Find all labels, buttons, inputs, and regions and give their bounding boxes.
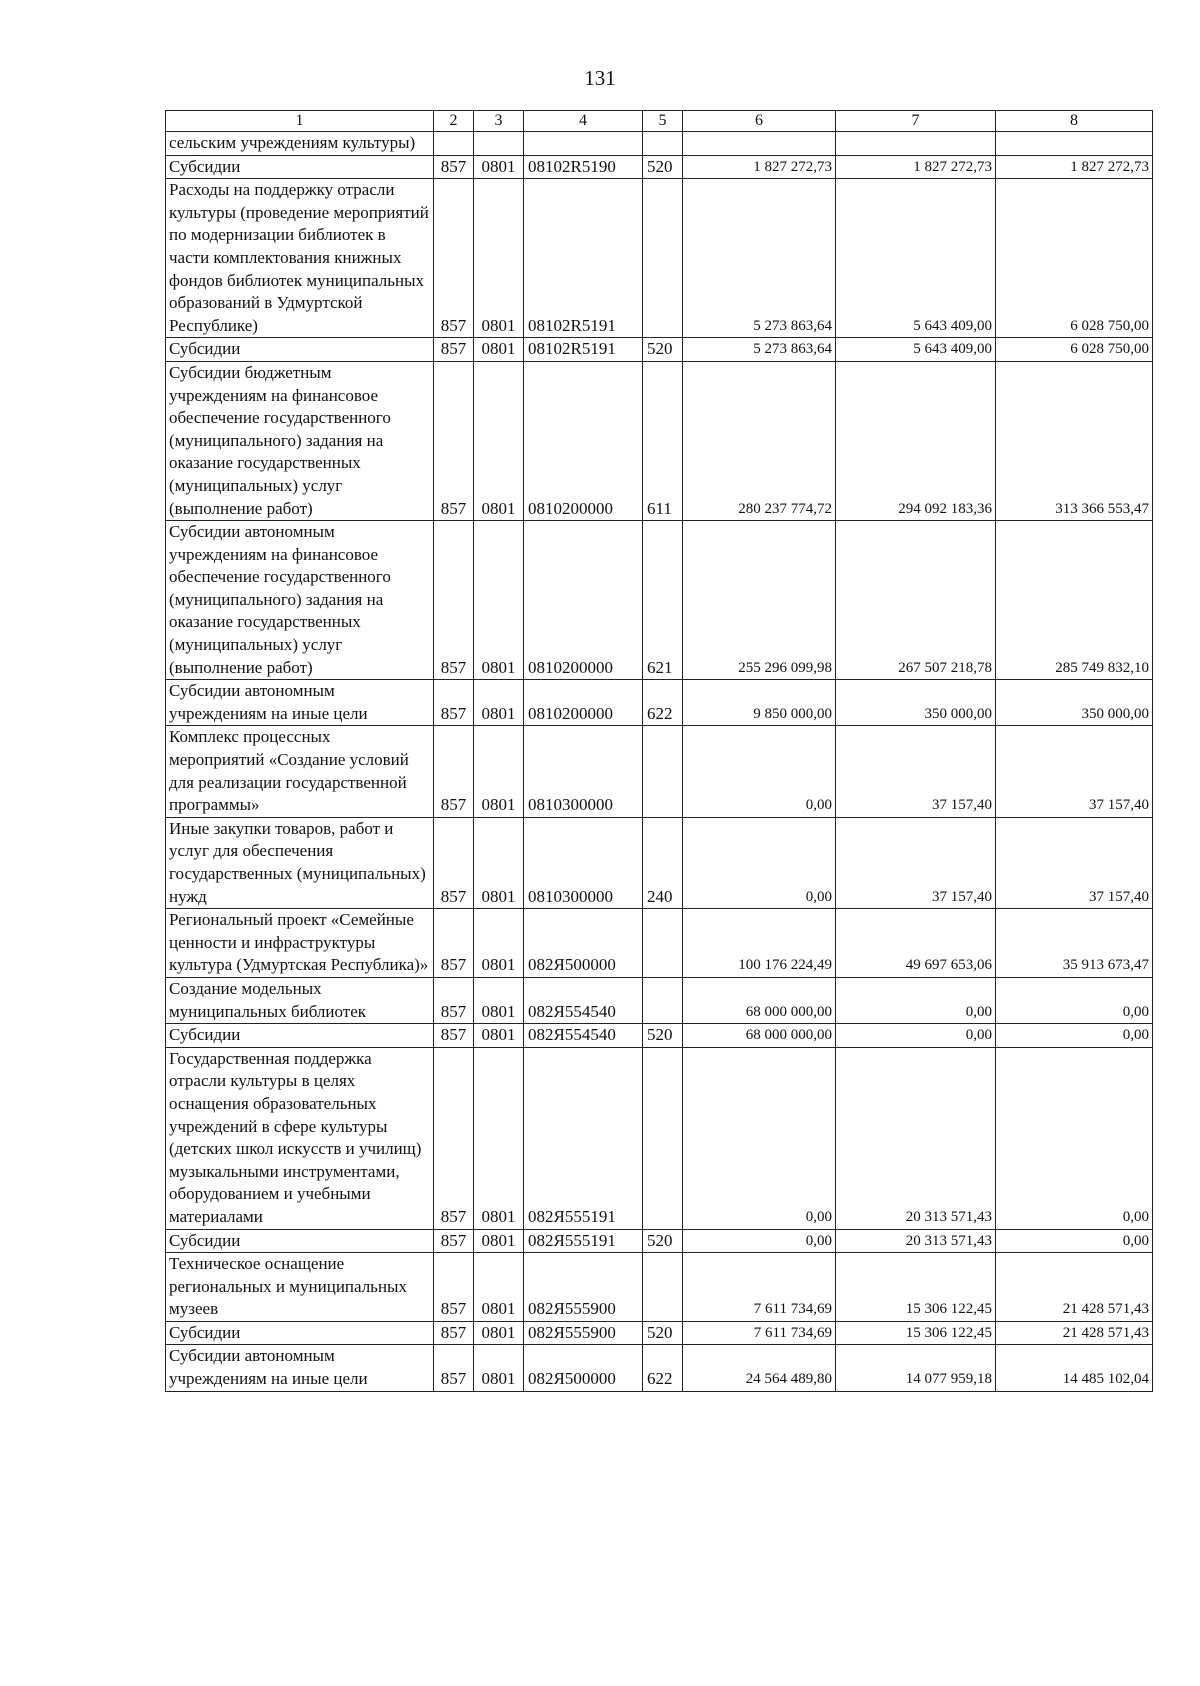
table-row	[166, 909, 1153, 978]
amount-column-8-cell: 21 428 571,43	[996, 1321, 1153, 1345]
expense-type-cell: 622	[643, 680, 683, 726]
amount-column-8-cell: 37 157,40	[996, 726, 1153, 817]
expense-name-cell: Субсидии автономным учреждениям на финансовое обеспечение государственного (муниципального) задания на оказание государственных (муниципальных) услуг (выполнение работ)	[166, 521, 434, 680]
amount-column-7-cell	[836, 132, 996, 156]
amount-column-7-cell: 49 697 653,06	[836, 909, 996, 978]
target-article-cell: 0810200000	[524, 361, 643, 520]
amount-column-6-cell	[683, 132, 836, 156]
target-article-cell: 082Я555900	[524, 1321, 643, 1345]
grbs-code-cell: 857	[434, 179, 474, 338]
grbs-code-cell: 857	[434, 726, 474, 817]
grbs-code-cell: 857	[434, 817, 474, 908]
amount-column-6-cell: 68 000 000,00	[683, 977, 836, 1023]
target-article-cell: 082Я555191	[524, 1229, 643, 1253]
amount-column-7-cell: 37 157,40	[836, 817, 996, 908]
amount-column-6-cell: 5 273 863,64	[683, 338, 836, 362]
expense-name-cell: Субсидии автономным учреждениям на иные цели	[166, 1345, 434, 1391]
section-code-cell: 0801	[474, 179, 524, 338]
amount-column-8-cell	[996, 132, 1153, 156]
expense-type-cell: 622	[643, 1345, 683, 1391]
table-row	[166, 155, 1153, 179]
amount-column-7-cell: 5 643 409,00	[836, 179, 996, 338]
expense-type-cell: 611	[643, 361, 683, 520]
column-number-header: 2	[434, 111, 474, 132]
grbs-code-cell: 857	[434, 1024, 474, 1048]
amount-column-6-cell: 7 611 734,69	[683, 1253, 836, 1322]
expense-type-cell: 520	[643, 1321, 683, 1345]
expense-name-cell: Субсидии	[166, 1024, 434, 1048]
table-row	[166, 680, 1153, 726]
expense-name-cell: Техническое оснащение региональных и муниципальных музеев	[166, 1253, 434, 1322]
amount-column-6-cell: 5 273 863,64	[683, 179, 836, 338]
grbs-code-cell: 857	[434, 361, 474, 520]
amount-column-8-cell: 35 913 673,47	[996, 909, 1153, 978]
amount-column-8-cell: 6 028 750,00	[996, 338, 1153, 362]
column-number-header: 6	[683, 111, 836, 132]
table-row	[166, 338, 1153, 362]
amount-column-7-cell: 267 507 218,78	[836, 521, 996, 680]
amount-column-6-cell: 100 176 224,49	[683, 909, 836, 978]
section-code-cell: 0801	[474, 817, 524, 908]
page-number: 131	[584, 66, 616, 90]
amount-column-8-cell: 313 366 553,47	[996, 361, 1153, 520]
amount-column-6-cell: 0,00	[683, 817, 836, 908]
amount-column-8-cell: 21 428 571,43	[996, 1253, 1153, 1322]
target-article-cell: 082Я554540	[524, 977, 643, 1023]
expense-type-cell	[643, 1047, 683, 1229]
expense-name-cell: Создание модельных муниципальных библиотек	[166, 977, 434, 1023]
amount-column-8-cell: 14 485 102,04	[996, 1345, 1153, 1391]
expense-type-cell: 520	[643, 155, 683, 179]
expense-type-cell	[643, 179, 683, 338]
column-number-header: 5	[643, 111, 683, 132]
expense-name-cell: сельским учреждениям культуры)	[166, 132, 434, 156]
target-article-cell: 0810200000	[524, 680, 643, 726]
amount-column-8-cell: 350 000,00	[996, 680, 1153, 726]
grbs-code-cell: 857	[434, 521, 474, 680]
target-article-cell: 08102R5191	[524, 179, 643, 338]
amount-column-6-cell: 9 850 000,00	[683, 680, 836, 726]
amount-column-7-cell: 15 306 122,45	[836, 1321, 996, 1345]
section-code-cell: 0801	[474, 680, 524, 726]
table-row	[166, 361, 1153, 520]
grbs-code-cell: 857	[434, 1047, 474, 1229]
table-row	[166, 521, 1153, 680]
section-code-cell: 0801	[474, 361, 524, 520]
expense-type-cell	[643, 1253, 683, 1322]
grbs-code-cell: 857	[434, 338, 474, 362]
amount-column-7-cell: 14 077 959,18	[836, 1345, 996, 1391]
grbs-code-cell: 857	[434, 1345, 474, 1391]
amount-column-6-cell: 0,00	[683, 726, 836, 817]
table-row	[166, 1345, 1153, 1391]
expense-name-cell: Субсидии бюджетным учреждениям на финансовое обеспечение государственного (муниципального) задания на оказание государственных (муниципальных) услуг (выполнение работ)	[166, 361, 434, 520]
amount-column-6-cell: 255 296 099,98	[683, 521, 836, 680]
section-code-cell: 0801	[474, 1253, 524, 1322]
table-row	[166, 179, 1153, 338]
amount-column-6-cell: 68 000 000,00	[683, 1024, 836, 1048]
expense-type-cell: 621	[643, 521, 683, 680]
amount-column-8-cell: 0,00	[996, 1047, 1153, 1229]
grbs-code-cell: 857	[434, 155, 474, 179]
amount-column-7-cell: 5 643 409,00	[836, 338, 996, 362]
expense-name-cell: Субсидии	[166, 1321, 434, 1345]
target-article-cell: 082Я500000	[524, 1345, 643, 1391]
grbs-code-cell: 857	[434, 977, 474, 1023]
column-number-header: 4	[524, 111, 643, 132]
table-row	[166, 132, 1153, 156]
amount-column-8-cell: 37 157,40	[996, 817, 1153, 908]
expense-name-cell: Комплекс процессных мероприятий «Создание условий для реализации государственной программы»	[166, 726, 434, 817]
expense-type-cell	[643, 977, 683, 1023]
amount-column-6-cell: 1 827 272,73	[683, 155, 836, 179]
expense-name-cell: Субсидии автономным учреждениям на иные цели	[166, 680, 434, 726]
amount-column-7-cell: 294 092 183,36	[836, 361, 996, 520]
amount-column-7-cell: 20 313 571,43	[836, 1229, 996, 1253]
target-article-cell: 0810300000	[524, 726, 643, 817]
amount-column-8-cell: 0,00	[996, 1229, 1153, 1253]
section-code-cell: 0801	[474, 1229, 524, 1253]
expense-type-cell	[643, 726, 683, 817]
amount-column-7-cell: 0,00	[836, 1024, 996, 1048]
column-number-header: 3	[474, 111, 524, 132]
expense-type-cell	[643, 132, 683, 156]
section-code-cell: 0801	[474, 1345, 524, 1391]
column-number-header: 7	[836, 111, 996, 132]
amount-column-8-cell: 6 028 750,00	[996, 179, 1153, 338]
column-number-header: 8	[996, 111, 1153, 132]
table-row	[166, 1321, 1153, 1345]
expense-name-cell: Региональный проект «Семейные ценности и инфраструктуры культура (Удмуртская Республика)»	[166, 909, 434, 978]
expense-type-cell: 520	[643, 338, 683, 362]
section-code-cell: 0801	[474, 977, 524, 1023]
amount-column-7-cell: 350 000,00	[836, 680, 996, 726]
expense-type-cell: 520	[643, 1229, 683, 1253]
table-row	[166, 977, 1153, 1023]
section-code-cell: 0801	[474, 1321, 524, 1345]
grbs-code-cell: 857	[434, 1253, 474, 1322]
amount-column-6-cell: 0,00	[683, 1047, 836, 1229]
amount-column-6-cell: 7 611 734,69	[683, 1321, 836, 1345]
grbs-code-cell: 857	[434, 909, 474, 978]
section-code-cell: 0801	[474, 909, 524, 978]
column-number-header: 1	[166, 111, 434, 132]
target-article-cell: 08102R5191	[524, 338, 643, 362]
amount-column-6-cell: 0,00	[683, 1229, 836, 1253]
expense-name-cell: Расходы на поддержку отрасли культуры (проведение мероприятий по модернизации библиотек в части комплектования книжных фондов библиотек муниципальных образований в Удмуртской Республике)	[166, 179, 434, 338]
section-code-cell	[474, 132, 524, 156]
table-row	[166, 1047, 1153, 1229]
expense-type-cell: 240	[643, 817, 683, 908]
section-code-cell: 0801	[474, 521, 524, 680]
section-code-cell: 0801	[474, 155, 524, 179]
amount-column-7-cell: 20 313 571,43	[836, 1047, 996, 1229]
amount-column-6-cell: 280 237 774,72	[683, 361, 836, 520]
amount-column-7-cell: 15 306 122,45	[836, 1253, 996, 1322]
target-article-cell: 082Я554540	[524, 1024, 643, 1048]
grbs-code-cell: 857	[434, 1229, 474, 1253]
amount-column-7-cell: 1 827 272,73	[836, 155, 996, 179]
expense-type-cell	[643, 909, 683, 978]
expense-name-cell: Субсидии	[166, 338, 434, 362]
grbs-code-cell: 857	[434, 1321, 474, 1345]
target-article-cell: 082Я500000	[524, 909, 643, 978]
budget-table	[165, 110, 1153, 1392]
amount-column-7-cell: 0,00	[836, 977, 996, 1023]
expense-name-cell: Иные закупки товаров, работ и услуг для обеспечения государственных (муниципальных) нужд	[166, 817, 434, 908]
grbs-code-cell	[434, 132, 474, 156]
expense-name-cell: Субсидии	[166, 1229, 434, 1253]
target-article-cell: 082Я555191	[524, 1047, 643, 1229]
target-article-cell: 0810300000	[524, 817, 643, 908]
amount-column-8-cell: 0,00	[996, 977, 1153, 1023]
table-row	[166, 1253, 1153, 1322]
table-row	[166, 1024, 1153, 1048]
amount-column-8-cell: 0,00	[996, 1024, 1153, 1048]
expense-name-cell: Субсидии	[166, 155, 434, 179]
section-code-cell: 0801	[474, 1047, 524, 1229]
table-row	[166, 817, 1153, 908]
expense-type-cell: 520	[643, 1024, 683, 1048]
amount-column-8-cell: 285 749 832,10	[996, 521, 1153, 680]
section-code-cell: 0801	[474, 1024, 524, 1048]
expense-name-cell: Государственная поддержка отрасли культуры в целях оснащения образовательных учреждений в сфере культуры (детских школ искусств и училищ) музыкальными инструментами, оборудованием и учебными материалами	[166, 1047, 434, 1229]
target-article-cell	[524, 132, 643, 156]
target-article-cell: 082Я555900	[524, 1253, 643, 1322]
section-code-cell: 0801	[474, 726, 524, 817]
target-article-cell: 0810200000	[524, 521, 643, 680]
amount-column-7-cell: 37 157,40	[836, 726, 996, 817]
grbs-code-cell: 857	[434, 680, 474, 726]
amount-column-8-cell: 1 827 272,73	[996, 155, 1153, 179]
amount-column-6-cell: 24 564 489,80	[683, 1345, 836, 1391]
table-row	[166, 1229, 1153, 1253]
section-code-cell: 0801	[474, 338, 524, 362]
column-number-header-row	[166, 111, 1153, 132]
table-row	[166, 726, 1153, 817]
target-article-cell: 08102R5190	[524, 155, 643, 179]
